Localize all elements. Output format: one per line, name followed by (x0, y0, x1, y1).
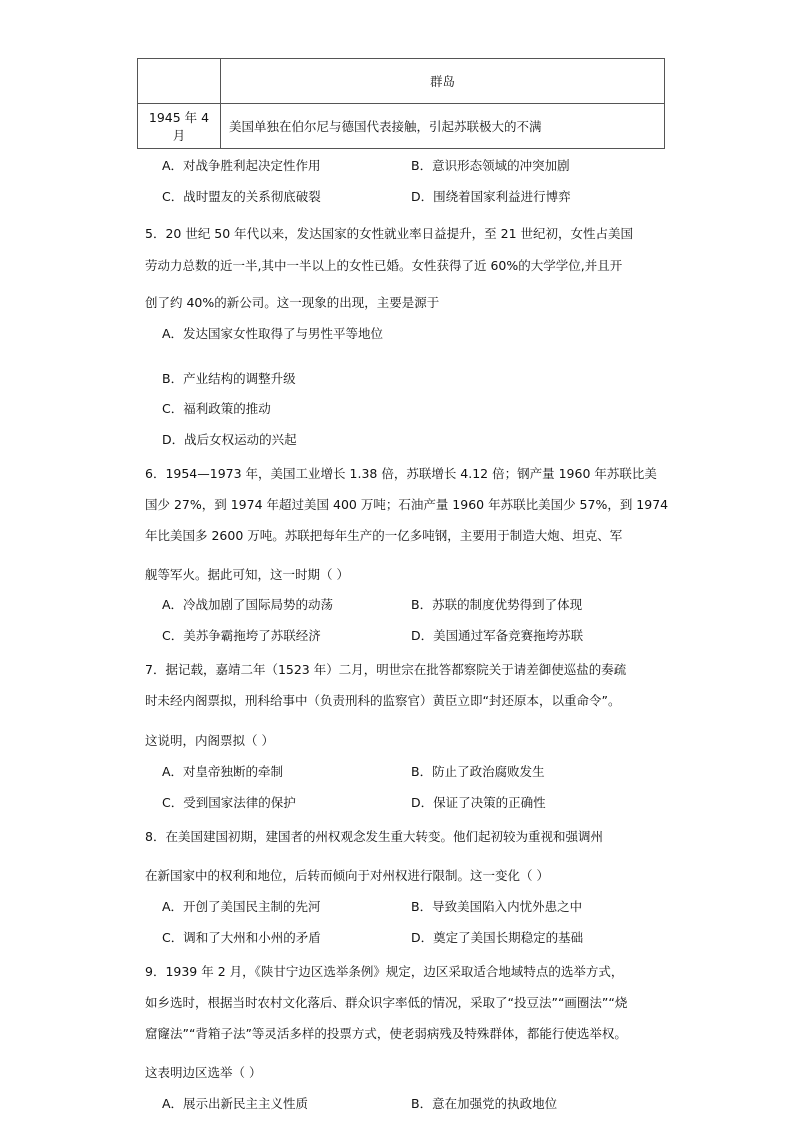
q9-stem-line-2: 如乡选时，根据当时农村文化落后、群众识字率低的情况，采取了“投豆法”“画圈法”“烧 (145, 995, 628, 1010)
q6-option-d: D．美国通过军备竞赛拖垮苏联 (411, 628, 584, 643)
q6-stem-line-1: 6．1954—1973 年，美国工业增长 1.38 倍，苏联增长 4.12 倍；钢产量 1960 年苏联比美 (145, 466, 657, 481)
q9-stem-line-1: 9．1939 年 2 月，《陕甘宁边区选举条例》规定，边区采取适合地域特点的选举方式， (145, 964, 624, 979)
table-cell-date: 1945 年 4 月 (138, 104, 221, 149)
q4-option-b: B．意识形态领域的冲突加剧 (411, 158, 570, 173)
q5-option-a: A．发达国家女性取得了与男性平等地位 (162, 326, 384, 341)
q7-stem-line-1: 7．据记载，嘉靖二年（1523 年）二月，明世宗在批答都察院关于请差御使巡盐的奏疏 (145, 662, 627, 677)
q9-option-b: B．意在加强党的执政地位 (411, 1096, 558, 1111)
q6-stem-line-2: 国少 27%，到 1974 年超过美国 400 万吨；石油产量 1960 年苏联比美国少 57%，到 1974 (145, 497, 669, 512)
table-cell-event: 美国单独在伯尔尼与德国代表接触，引起苏联极大的不满 (221, 104, 665, 149)
table-cell-event: 群岛 (221, 59, 665, 104)
q8-option-d: D．奠定了美国长期稳定的基础 (411, 930, 584, 945)
q7-option-d: D．保证了决策的正确性 (411, 795, 546, 810)
q4-option-d: D．围绕着国家利益进行博弈 (411, 189, 571, 204)
q8-option-b: B．导致美国陷入内忧外患之中 (411, 899, 583, 914)
q5-stem-line-1: 5．20 世纪 50 年代以来，发达国家的女性就业率日益提升，至 21 世纪初，女性占美国 (145, 226, 634, 241)
q6-option-b: B．苏联的制度优势得到了体现 (411, 597, 583, 612)
q7-option-a: A．对皇帝独断的牵制 (162, 764, 284, 779)
q6-stem-line-3: 年比美国多 2600 万吨。苏联把每年生产的一亿多吨钢，主要用于制造大炮、坦克、军 (145, 528, 623, 543)
q8-stem-line-1: 8．在美国建国初期，建国者的州权观念发生重大转变。他们起初较为重视和强调州 (145, 829, 603, 844)
event-table (137, 58, 665, 149)
q4-option-a: A．对战争胜利起决定性作用 (162, 158, 321, 173)
q5-stem-line-2: 劳动力总数的近一半,其中一半以上的女性已婚。女性获得了近 60%的大学学位,并且开 (145, 258, 623, 273)
table-row (138, 59, 665, 104)
q7-stem-line-3: 这说明，内阁票拟（ ） (145, 733, 274, 748)
q9-option-a: A．展示出新民主主义性质 (162, 1096, 309, 1111)
q8-option-c: C．调和了大州和小州的矛盾 (162, 930, 321, 945)
q7-option-c: C．受到国家法律的保护 (162, 795, 296, 810)
q8-option-a: A．开创了美国民主制的先河 (162, 899, 321, 914)
q5-stem-line-3: 创了约 40%的新公司。这一现象的出现，主要是源于 (145, 295, 440, 310)
q7-option-b: B．防止了政治腐败发生 (411, 764, 545, 779)
q4-option-c: C．战时盟友的关系彻底破裂 (162, 189, 321, 204)
q8-stem-line-2: 在新国家中的权利和地位，后转而倾向于对州权进行限制。这一变化（ ） (145, 868, 549, 883)
q5-option-d: D．战后女权运动的兴起 (162, 432, 297, 447)
table-row (138, 104, 665, 149)
q6-stem-line-4: 舰等军火。据此可知，这一时期（ ） (145, 567, 349, 582)
q9-stem-line-3: 窟窿法”“背箱子法”等灵活多样的投票方式，使老弱病残及特殊群体，都能行使选举权。 (145, 1026, 627, 1041)
q7-stem-line-2: 时未经内阁票拟，刑科给事中（负责刑科的监察官）黄臣立即“封还原本，以重命令”。 (145, 693, 621, 708)
table-cell-date (138, 59, 221, 104)
q5-option-c: C．福利政策的推动 (162, 401, 271, 416)
q5-option-b: B．产业结构的调整升级 (162, 371, 296, 386)
q6-option-c: C．美苏争霸拖垮了苏联经济 (162, 628, 321, 643)
q9-stem-line-4: 这表明边区选举（ ） (145, 1065, 262, 1080)
q6-option-a: A．冷战加剧了国际局势的动荡 (162, 597, 334, 612)
